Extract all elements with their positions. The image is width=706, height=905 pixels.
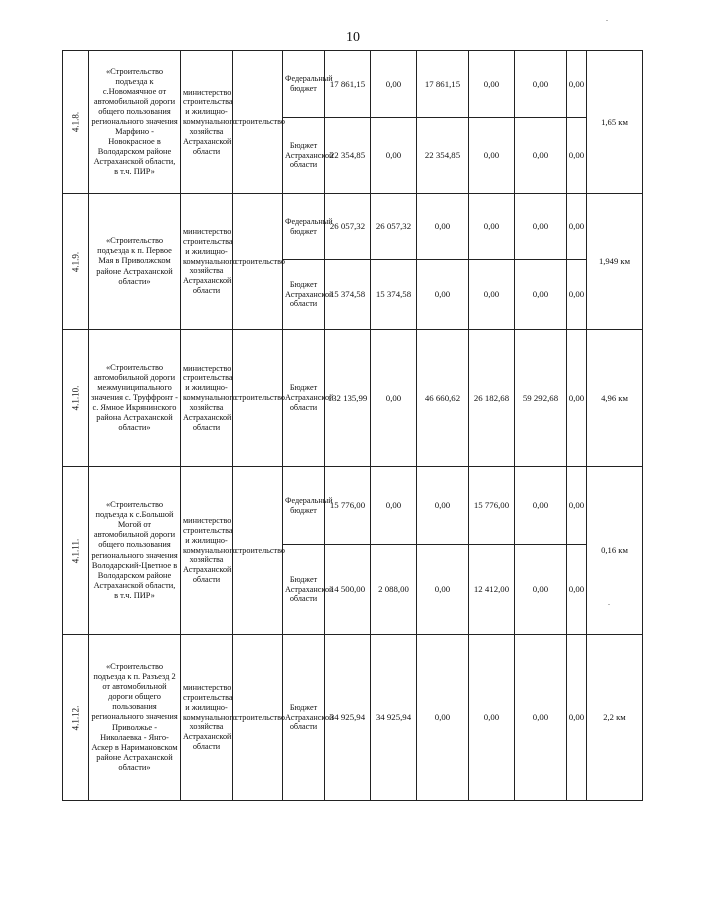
work-type: строительство [233,330,283,467]
amount-y3: 0,00 [469,635,515,801]
row-index [63,635,89,801]
table-row [63,330,643,467]
table-row [63,51,643,118]
amount-y3: 15 776,00 [469,467,515,545]
row-index [63,194,89,330]
table-row [63,635,643,801]
amount-y2: 0,00 [417,545,469,635]
road-length: 1,65 км [587,51,643,194]
amount-y3: 12 412,00 [469,545,515,635]
funding-source: Бюджет Астраханской области [283,545,325,635]
amount-y5: 0,00 [567,194,587,260]
amount-y4: 0,00 [515,51,567,118]
amount-y3: 26 182,68 [469,330,515,467]
road-length: 0,16 км [587,467,643,635]
ministry-cell: министерство строительства и жилищно-коммунального хозяйства Астраханской области [181,635,233,801]
row-index-text: 4.1.10. [70,385,81,411]
table-row [63,467,643,545]
funding-source: Бюджет Астраханской области [283,330,325,467]
funding-source: Бюджет Астраханской области [283,118,325,194]
amount-y2: 46 660,62 [417,330,469,467]
ministry-cell: министерство строительства и жилищно-коммунального хозяйства Астраханской области [181,51,233,194]
amount-y1: 15 374,58 [371,260,417,330]
amount-y5: 0,00 [567,118,587,194]
margin-marks [606,0,626,905]
scan-dot: . [608,598,610,607]
amount-y4: 59 292,68 [515,330,567,467]
amount-y4: 0,00 [515,118,567,194]
ministry-cell: министерство строительства и жилищно-коммунального хозяйства Астраханской области [181,194,233,330]
amount-y3: 0,00 [469,194,515,260]
project-name: «Строительство подъезда к с.Большой Могой от автомобильной дороги общего пользования регионального значения Володарский-Цветное в Володарском районе Астраханской области, в т.ч. ПИР» [89,467,181,635]
work-type: строительство [233,194,283,330]
amount-total: 15 776,00 [325,467,371,545]
program-table [62,50,643,801]
amount-y1: 0,00 [371,51,417,118]
amount-total: 17 861,15 [325,51,371,118]
amount-total: 15 374,58 [325,260,371,330]
amount-y4: 0,00 [515,467,567,545]
amount-y3: 0,00 [469,260,515,330]
amount-y4: 0,00 [515,260,567,330]
page-number: 10 [346,30,360,45]
amount-y2: 0,00 [417,467,469,545]
amount-y1: 0,00 [371,330,417,467]
row-index [63,467,89,635]
scan-dot: . [606,14,608,23]
amount-y2: 22 354,85 [417,118,469,194]
amount-y1: 26 057,32 [371,194,417,260]
amount-y5: 0,00 [567,467,587,545]
amount-y1: 0,00 [371,467,417,545]
funding-source: Федеральный бюджет [283,467,325,545]
amount-y4: 0,00 [515,194,567,260]
row-index-text: 4.1.8. [70,111,81,133]
funding-source: Федеральный бюджет [283,51,325,118]
amount-y2: 17 861,15 [417,51,469,118]
road-length: 1,949 км [587,194,643,330]
table-row [63,194,643,260]
work-type: строительство [233,467,283,635]
amount-y5: 0,00 [567,635,587,801]
row-index-text: 4.1.9. [70,251,81,272]
project-name: «Строительство подъезда к п. Разъезд 2 от автомобильной дороги общего пользования регионального значения Приволжье - Николаевка - Янго-Аскер в Наримановском районе Астраханской области» [89,635,181,801]
amount-y2: 0,00 [417,194,469,260]
amount-y5: 0,00 [567,330,587,467]
funding-source: Бюджет Астраханской области [283,260,325,330]
funding-source: Федеральный бюджет [283,194,325,260]
work-type: строительство [233,51,283,194]
row-index-text: 4.1.12. [70,705,81,730]
row-index [63,51,89,194]
amount-total: 14 500,00 [325,545,371,635]
amount-y3: 0,00 [469,51,515,118]
work-type: строительство [233,635,283,801]
ministry-cell: министерство строительства и жилищно-коммунального хозяйства Астраханской области [181,330,233,467]
ministry-cell: министерство строительства и жилищно-коммунального хозяйства Астраханской области [181,467,233,635]
amount-total: 34 925,94 [325,635,371,801]
amount-y4: 0,00 [515,545,567,635]
amount-y1: 34 925,94 [371,635,417,801]
amount-total: 132 135,99 [325,330,371,467]
amount-total: 26 057,32 [325,194,371,260]
amount-y2: 0,00 [417,635,469,801]
amount-y4: 0,00 [515,635,567,801]
amount-y1: 0,00 [371,118,417,194]
amount-y5: 0,00 [567,260,587,330]
amount-y3: 0,00 [469,118,515,194]
amount-total: 22 354,85 [325,118,371,194]
row-index [63,330,89,467]
amount-y2: 0,00 [417,260,469,330]
road-length: 2,2 км [587,635,643,801]
amount-y5: 0,00 [567,51,587,118]
row-index-text: 4.1.11. [70,538,81,563]
amount-y5: 0,00 [567,545,587,635]
project-name: «Строительство автомобильной дороги межмуниципального значения с. Труффронт - с. Ямное Икрянинского района Астраханской области» [89,330,181,467]
funding-source: Бюджет Астраханской области [283,635,325,801]
project-name: «Строительство подъезда к с.Новомаячное от автомобильной дороги общего пользования регионального значения Марфино - Новокрасное в Володарском районе Астраханской области, в т.ч. ПИР» [89,51,181,194]
amount-y1: 2 088,00 [371,545,417,635]
project-name: «Строительство подъезда к п. Первое Мая в Приволжском районе Астраханской области» [89,194,181,330]
road-length: 4,96 км [587,330,643,467]
